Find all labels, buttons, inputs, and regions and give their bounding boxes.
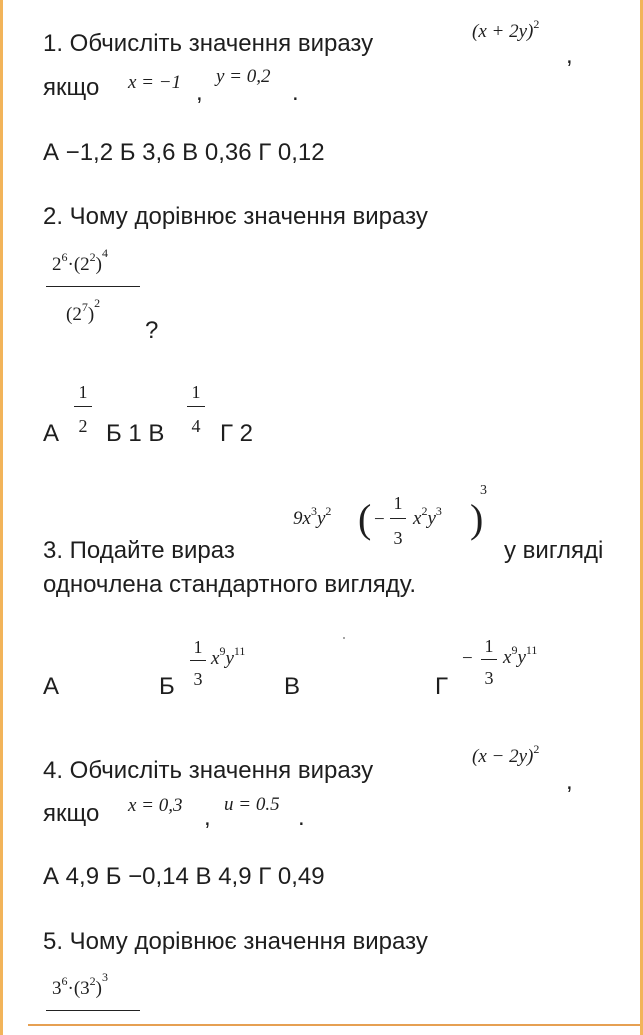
q4-comma: ,	[566, 768, 573, 795]
q4-text: 4. Обчисліть значення виразу	[43, 757, 374, 784]
q3-answer-a: А	[43, 673, 60, 700]
q4-if-word: якщо	[43, 800, 100, 827]
stray-dot	[343, 637, 345, 639]
q2-fraction-bar	[46, 286, 140, 287]
q1-expression: $(x + 2y)^2$	[472, 17, 540, 42]
q3-right-paren: )	[470, 496, 484, 541]
q2-answer-a-bar	[74, 406, 92, 407]
q2-answer-c-den: 4	[191, 416, 201, 436]
q3-answer-d-num: 1	[484, 636, 494, 656]
q4-answers: А 4,9 Б −0,14 В 4,9 Г 0,49	[43, 863, 325, 890]
q3-answer-d-den: 3	[484, 668, 494, 688]
q2-text: 2. Чому дорівнює значення виразу	[43, 203, 428, 230]
q1-y-value: y = 0,2	[216, 66, 271, 87]
q3-line2: одночлена стандартного вигляду.	[43, 571, 417, 598]
q1-x-value: x = −1	[128, 72, 182, 93]
q3-answer-b-bar	[190, 660, 206, 661]
q2-answer-a-den: 2	[78, 416, 88, 436]
q3-answer-d-monomial: $x^9y^{11}$	[503, 643, 538, 668]
q1-separator: ,	[196, 79, 203, 106]
q1-answers: А −1,2 Б 3,6 В 0,36 Г 0,12	[43, 139, 325, 166]
q2-answer-d: Г 2	[220, 420, 254, 447]
bottom-divider	[28, 1024, 640, 1026]
q3-answer-b-label: Б	[159, 673, 175, 700]
q3-answer-d-minus: −	[462, 648, 473, 669]
q3-expr-head: $9x^3y^2$	[293, 504, 332, 529]
q3-frac-bar	[390, 518, 406, 519]
q2-answer-a-label: А	[43, 420, 60, 447]
q4-expression: $(x - 2y)^2$	[472, 742, 540, 767]
q1-comma: ,	[566, 42, 573, 69]
left-accent-border	[0, 0, 3, 1035]
q3-answer-b-den: 3	[193, 669, 203, 689]
q2-answer-c-num: 1	[191, 382, 201, 402]
q3-outer-exponent: 3	[480, 483, 487, 498]
q4-u-value: u = 0.5	[224, 794, 280, 815]
q3-minus: −	[374, 509, 385, 530]
q3-left-paren: (	[358, 496, 372, 541]
q3-answer-b-num: 1	[193, 637, 203, 657]
q3-answer-b-monomial: $x^9y^{11}$	[211, 644, 246, 669]
q5-text: 5. Чому дорівнює значення виразу	[43, 928, 428, 955]
q5-numerator: $3^6\cdot(3^2)^3$	[52, 970, 108, 999]
q4-x-value: x = 0,3	[128, 795, 183, 816]
q2-answer-c-bar	[187, 406, 205, 407]
q4-separator: ,	[204, 804, 211, 831]
q1-text: 1. Обчисліть значення виразу	[43, 30, 374, 57]
q2-answers-middle: Б 1 В	[106, 420, 165, 447]
q3-expr-tail: $x^2y^3$	[413, 504, 442, 529]
q1-if-word: якщо	[43, 74, 100, 101]
q3-answer-d-bar	[481, 659, 497, 660]
q4-end: .	[298, 804, 305, 831]
q2-question-mark: ?	[145, 317, 159, 344]
q3-answer-c: В	[284, 673, 301, 700]
q3-frac-num: 1	[393, 493, 403, 513]
q3-answer-d-label: Г	[435, 673, 448, 700]
q2-answer-a-num: 1	[78, 382, 88, 402]
q3-frac-den: 3	[393, 528, 403, 548]
q2-denominator: $(2^7)^2$	[66, 296, 101, 325]
q3-text: 3. Подайте вираз	[43, 537, 235, 564]
q5-fraction-bar	[46, 1010, 140, 1011]
q3-text-tail: у вигляді	[504, 537, 604, 564]
q1-end: .	[292, 79, 299, 106]
q2-numerator: $2^6\cdot(2^2)^4$	[52, 246, 108, 275]
